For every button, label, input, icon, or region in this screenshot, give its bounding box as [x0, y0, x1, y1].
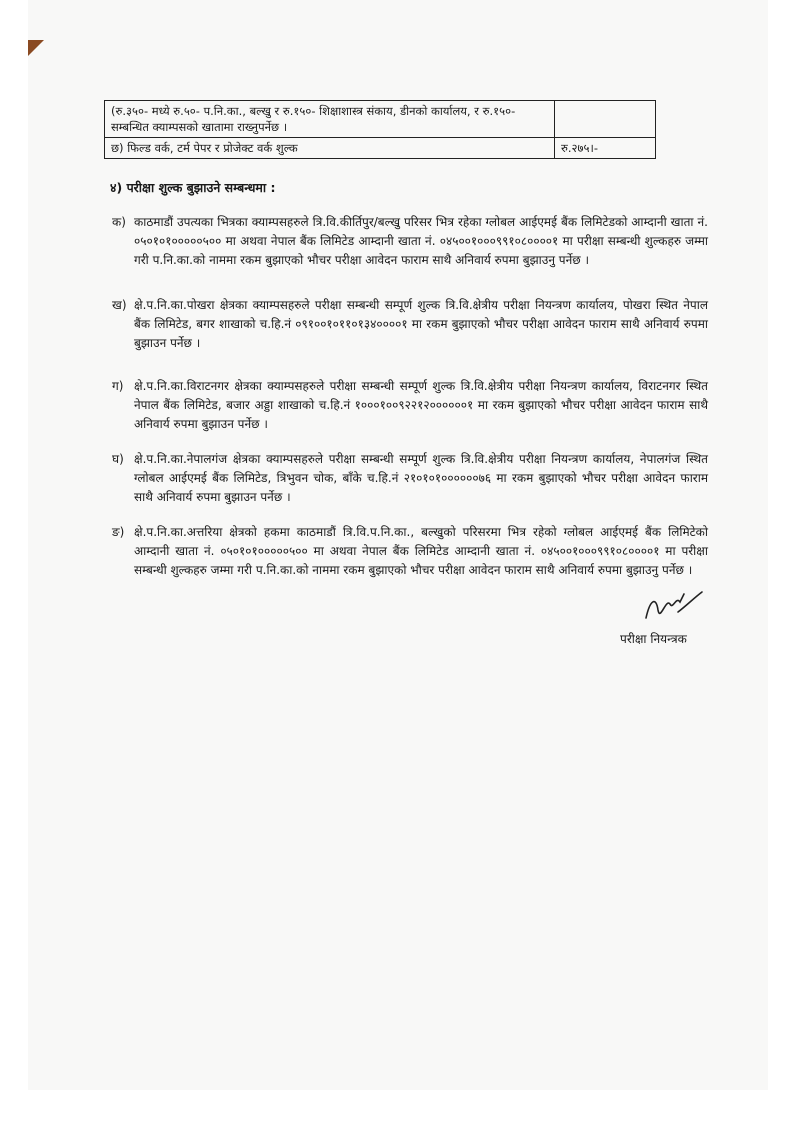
paragraph-marker: ख) — [112, 298, 127, 312]
fee-table — [104, 100, 656, 159]
paragraph-ka — [112, 213, 708, 270]
corner-mark — [28, 40, 44, 56]
signature-mark — [640, 588, 710, 626]
table-row — [105, 138, 656, 159]
fee-description: छ) फिल्ड वर्क, टर्म पेपर र प्रोजेक्ट वर्क शुल्क — [105, 138, 555, 159]
paragraph-kha — [112, 296, 708, 353]
paragraph-marker: क) — [112, 215, 126, 229]
paragraph-text: काठमाडौं उपत्यका भित्रका क्याम्पसहरुले त्रि.वि.कीर्तिपुर/बल्खु परिसर भित्र रहेका ग्लोबल आईएमई बैंक लिमिटेडको आम्दानी खाता नं. ०५०१०१०००००५०० मा अथवा नेपाल बैंक लिमिटेड आम्दानी खाता नं. ०४५००१०००९९१०८००००१ मा परीक्षा सम्बन्धी शुल्कहरु जम्मा गरी प.नि.का.को नाममा रकम बुझाएको भौचर परीक्षा आवेदन फाराम साथै अनिवार्य रुपमा बुझाउनु पर्नेछ । — [134, 215, 708, 267]
fee-amount: रु.२७५।- — [555, 138, 656, 159]
section-heading: ४) परीक्षा शुल्क बुझाउने सम्बन्धमा : — [110, 180, 276, 195]
fee-amount — [555, 101, 656, 138]
paragraph-text: क्षे.प.नि.का.नेपालगंज क्षेत्रका क्याम्पसहरुले परीक्षा सम्बन्धी सम्पूर्ण शुल्क त्रि.वि.क्षेत्रीय परीक्षा नियन्त्रण कार्यालय, नेपालगंज स्थित ग्लोबल आईएमई बैंक लिमिटेड, त्रिभुवन चोक, बाँके च.हि.नं २१०१०१००००००७६ मा रकम बुझाएको भौचर परीक्षा आवेदन फाराम साथै अनिवार्य रुपमा बुझाउन पर्नेछ । — [134, 452, 708, 504]
paragraph-text: क्षे.प.नि.का.पोखरा क्षेत्रका क्याम्पसहरुले परीक्षा सम्बन्धी सम्पूर्ण शुल्क त्रि.वि.क्षेत्रीय परीक्षा नियन्त्रण कार्यालय, पोखरा स्थित नेपाल बैंक लिमिटेड, बगर शाखाको च.हि.नं ०९१००१०११०१३४००००१ मा रकम बुझाएको भौचर परीक्षा आवेदन फाराम साथै अनिवार्य रुपमा बुझाउन पर्नेछ । — [134, 298, 708, 350]
paragraph-marker: ग) — [112, 379, 124, 393]
paragraph-marker: घ) — [112, 452, 124, 466]
paragraph-nga — [112, 523, 708, 580]
fee-description: (रु.३५०- मध्ये रु.५०- प.नि.का., बल्खु र रु.१५०- शिक्षाशास्त्र संकाय, डीनको कार्यालय, र रु.१५०- सम्बन्धित क्याम्पसको खातामा राख्नुपर्नेछ । — [105, 101, 555, 138]
paragraph-ga — [112, 377, 708, 434]
paragraph-text: क्षे.प.नि.का.विराटनगर क्षेत्रका क्याम्पसहरुले परीक्षा सम्बन्धी सम्पूर्ण शुल्क त्रि.वि.क्षेत्रीय परीक्षा नियन्त्रण कार्यालय, विराटनगर स्थित नेपाल बैंक लिमिटेड, बजार अड्डा शाखाको च.हि.नं १०००१००९२२१२००००००१ मा रकम बुझाएको भौचर परीक्षा आवेदन फाराम साथै अनिवार्य रुपमा बुझाउन पर्नेछ । — [134, 379, 708, 431]
paragraph-gha — [112, 450, 708, 507]
paragraph-marker: ङ) — [112, 525, 125, 539]
table-row — [105, 101, 656, 138]
paragraph-text: क्षे.प.नि.का.अत्तरिया क्षेत्रको हकमा काठमाडौं त्रि.वि.प.नि.का., बल्खुको परिसरमा भित्र रहेको ग्लोबल आईएमई बैंक लिमिटेको आम्दानी खाता नं. ०५०१०१०००००५०० मा अथवा नेपाल बैंक लिमिटेड आम्दानी खाता नं. ०४५००१०००९९१०८००००१ मा परीक्षा सम्बन्धी शुल्कहरु जम्मा गरी प.नि.का.को नाममा रकम बुझाएको भौचर परीक्षा आवेदन फाराम साथै अनिवार्य रुपमा बुझाउनु पर्नेछ । — [134, 525, 708, 577]
signature-label: परीक्षा नियन्त्रक — [620, 632, 687, 646]
